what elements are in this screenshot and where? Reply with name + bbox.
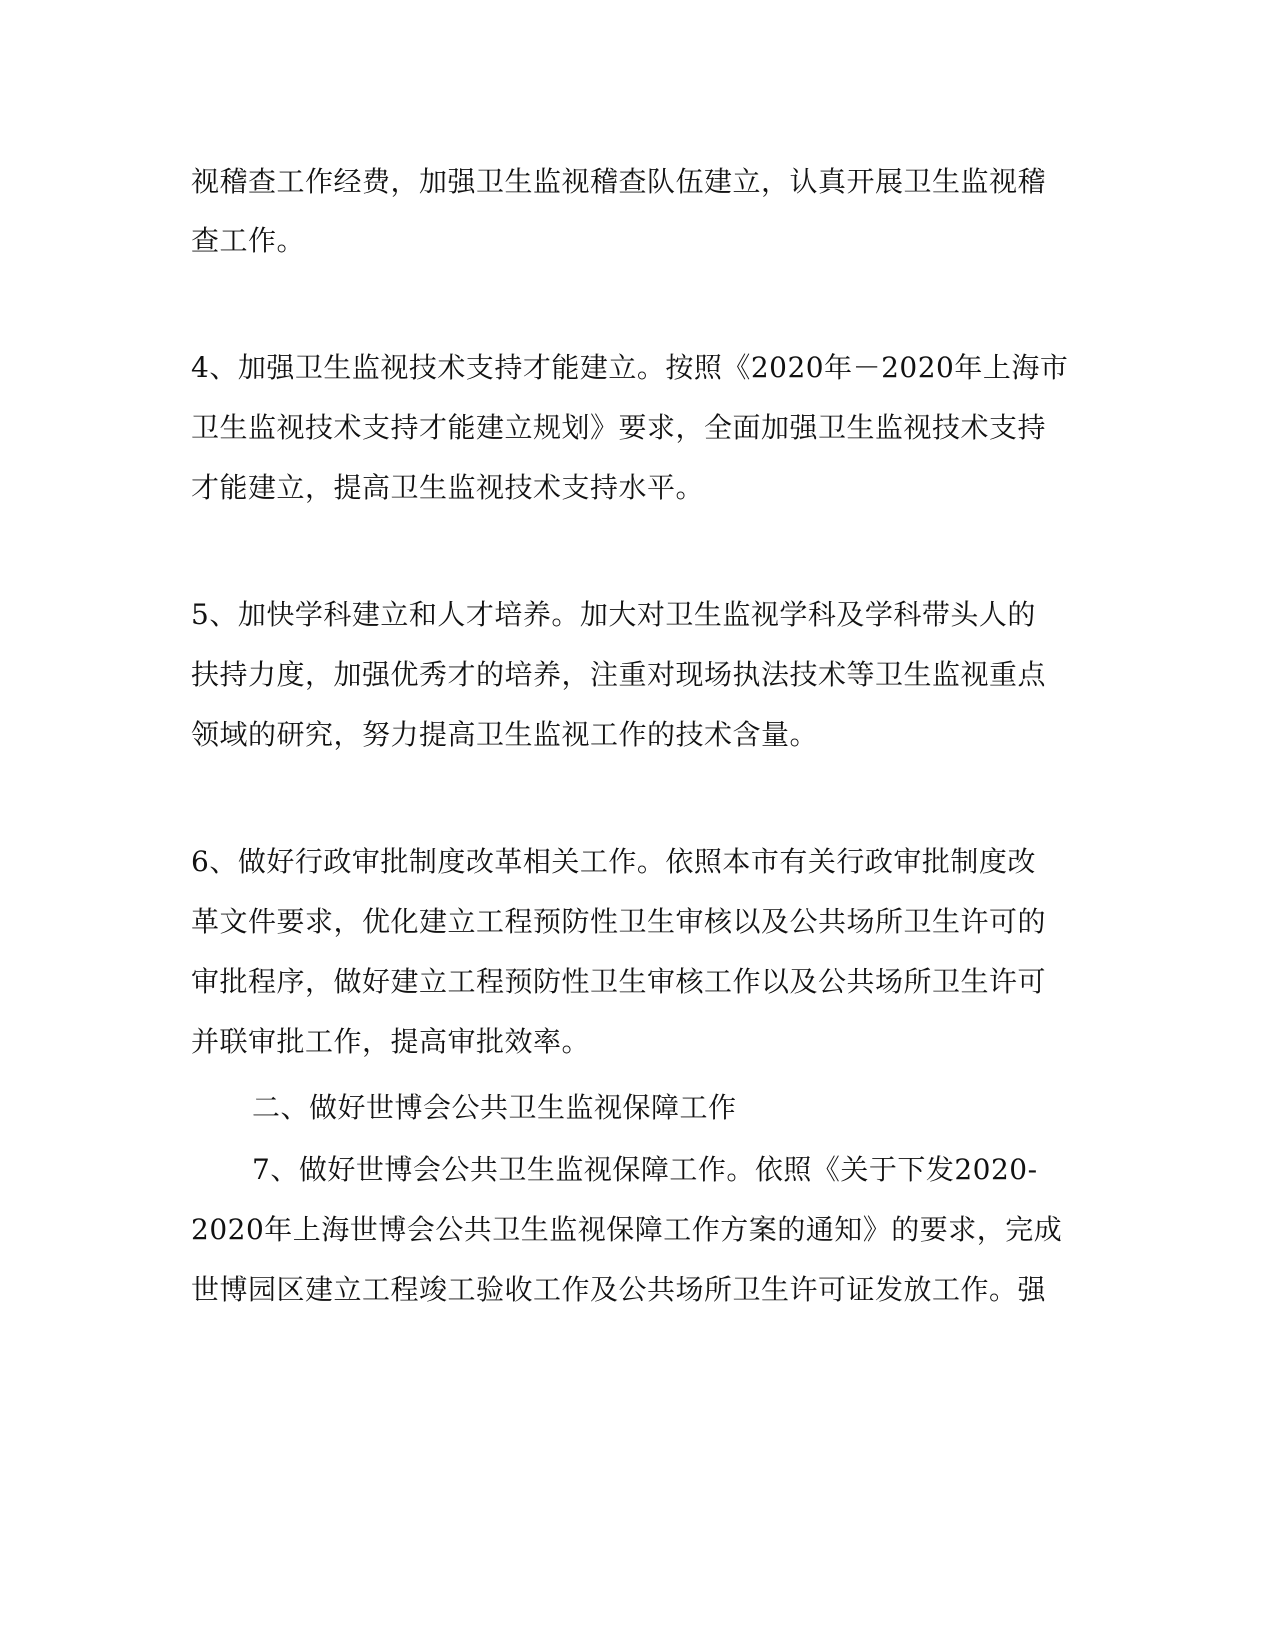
text-line: 并联审批工作，提高审批效率。: [191, 1025, 591, 1058]
text-line: 革文件要求，优化建立工程预防性卫生审核以及公共场所卫生许可的: [191, 905, 1047, 938]
text-line: 世博园区建立工程竣工验收工作及公共场所卫生许可证发放工作。强: [191, 1273, 1047, 1306]
paragraph-7-line: 7、做好世博会公共卫生监视保障工作。依照《关于下发2020-: [252, 1153, 1038, 1186]
paragraph-5-line: 5、加快学科建立和人才培养。加大对卫生监视学科及学科带头人的: [191, 598, 1036, 631]
section-heading: 二、做好世博会公共卫生监视保障工作: [252, 1091, 737, 1124]
text-line: 扶持力度，加强优秀才的培养，注重对现场执法技术等卫生监视重点: [191, 658, 1047, 691]
text-line: 查工作。: [191, 224, 306, 257]
text-line: 才能建立，提高卫生监视技术支持水平。: [191, 471, 705, 504]
text-line: 视稽查工作经费，加强卫生监视稽查队伍建立，认真开展卫生监视稽: [191, 165, 1047, 198]
paragraph-6-line: 6、做好行政审批制度改革相关工作。依照本市有关行政审批制度改: [191, 845, 1036, 878]
paragraph-4-line: 4、加强卫生监视技术支持才能建立。按照《2020年－2020年上海市: [191, 351, 1069, 384]
text-line: 卫生监视技术支持才能建立规划》要求，全面加强卫生监视技术支持: [191, 411, 1047, 444]
text-line: 2020年上海世博会公共卫生监视保障工作方案的通知》的要求，完成: [191, 1213, 1063, 1246]
text-line: 领域的研究，努力提高卫生监视工作的技术含量。: [191, 718, 819, 751]
text-line: 审批程序，做好建立工程预防性卫生审核工作以及公共场所卫生许可: [191, 965, 1047, 998]
